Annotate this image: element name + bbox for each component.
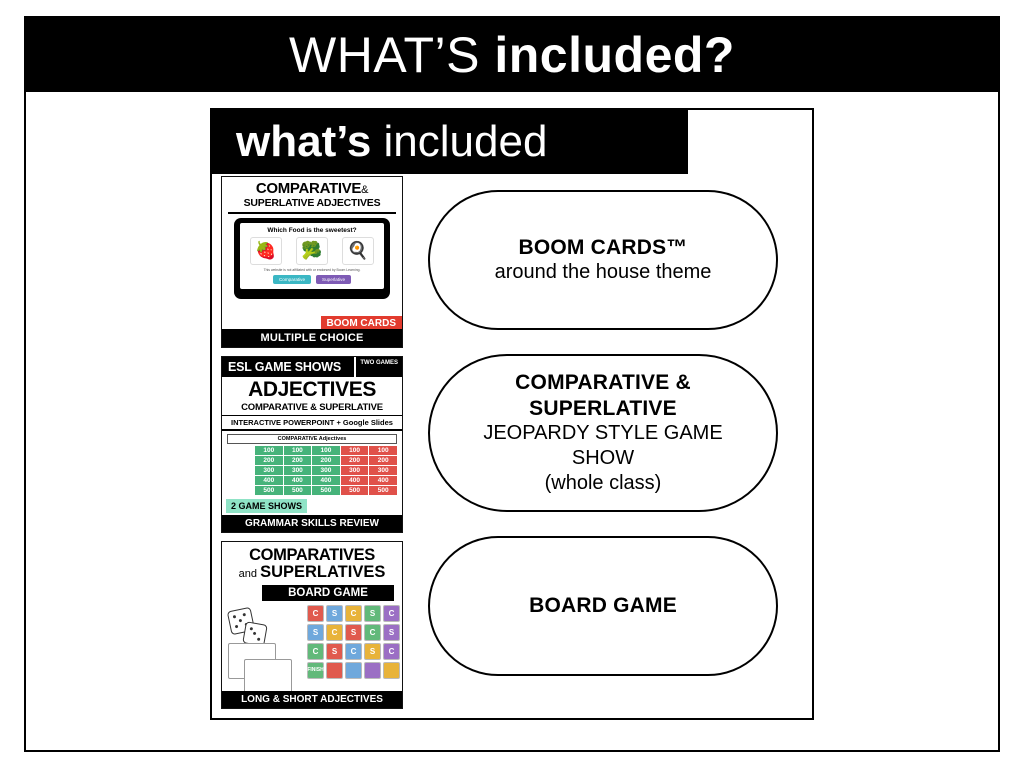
callout-game-title-2: SUPERLATIVE [529, 396, 677, 420]
jeopardy-cell: 200 [255, 456, 283, 465]
callout-column [428, 190, 778, 676]
boom-legal-text: This website is not affiliated with or endorsed by Boom Learning. [263, 267, 361, 272]
callout-board-title: BOARD GAME [529, 594, 677, 618]
thumb2-title: ADJECTIVES [248, 378, 376, 401]
thumbnail-column [221, 176, 403, 717]
thumb2-top-row [222, 357, 402, 377]
thumb1-title [222, 177, 402, 197]
egg-icon: 🍳 [342, 237, 374, 265]
thumb3-title-line2 [222, 564, 402, 581]
jeopardy-cell: 100 [341, 446, 369, 455]
two-game-shows-tag: 2 GAME SHOWS [226, 499, 307, 513]
thumb2-eyebrow: ESL GAME SHOWS [222, 357, 354, 377]
callout-boom-cards [428, 190, 778, 330]
thumb2-badge: TWO GAMES [356, 357, 402, 377]
jeopardy-board [222, 431, 402, 496]
board-square [326, 662, 343, 679]
board-square: C [326, 624, 343, 641]
board-square: S [326, 643, 343, 660]
board-square: S [364, 643, 381, 660]
board-square [383, 662, 400, 679]
jeopardy-cell: 200 [341, 456, 369, 465]
page-title-bold: included? [494, 27, 735, 83]
jeopardy-cell: 200 [369, 456, 397, 465]
jeopardy-cell: 200 [284, 456, 312, 465]
superlative-chip: Superlative [316, 275, 351, 284]
card-sub-banner [210, 110, 688, 174]
board-square: C [307, 605, 324, 622]
jeopardy-col-2 [284, 446, 312, 496]
jeopardy-cell: 100 [284, 446, 312, 455]
board-square [345, 662, 362, 679]
broccoli-icon: 🥦 [296, 237, 328, 265]
thumb3-tag: BOARD GAME [262, 585, 394, 601]
thumb1-subtitle: SUPERLATIVE ADJECTIVES [228, 197, 396, 214]
jeopardy-cell: 400 [369, 476, 397, 485]
thumbnail-game-show[interactable] [221, 356, 403, 533]
thumb2-footer: GRAMMAR SKILLS REVIEW [222, 515, 402, 532]
header-banner [24, 18, 1000, 92]
tablet-mockup [234, 218, 390, 299]
callout-game-show [428, 354, 778, 512]
board-game-art [222, 603, 402, 699]
jeopardy-cell: 400 [255, 476, 283, 485]
tablet-screen [240, 223, 384, 289]
thumb1-title-main: COMPARATIVE [255, 180, 362, 197]
boom-cards-tag: BOOM CARDS [321, 316, 402, 331]
board-square: S [383, 624, 400, 641]
jeopardy-cell: 100 [312, 446, 340, 455]
jeopardy-cell: 500 [284, 486, 312, 495]
board-square: C [345, 605, 362, 622]
jeopardy-col-1 [255, 446, 283, 496]
thumb2-subtitle: COMPARATIVE & SUPERLATIVE [241, 402, 383, 413]
jeopardy-cell: 100 [369, 446, 397, 455]
jeopardy-cell: 500 [369, 486, 397, 495]
jeopardy-cell: 500 [255, 486, 283, 495]
jeopardy-columns [255, 446, 397, 496]
callout-game-desc-1: JEOPARDY STYLE GAME SHOW [483, 421, 723, 469]
board-square: S [364, 605, 381, 622]
board-square: C [383, 643, 400, 660]
thumbnail-board-game[interactable] [221, 541, 403, 709]
thumb2-platform: INTERACTIVE POWERPOINT + Google Slides [222, 415, 402, 431]
jeopardy-col-3 [312, 446, 340, 496]
board-square: C [383, 605, 400, 622]
callout-boom-desc: around the house theme [494, 261, 712, 284]
jeopardy-col-5 [369, 446, 397, 496]
board-squares [307, 605, 400, 679]
jeopardy-cell: 400 [284, 476, 312, 485]
jeopardy-cell: 300 [312, 466, 340, 475]
board-square-finish: FINISH [307, 662, 324, 679]
callout-board-game [428, 536, 778, 676]
thumbnail-boom-cards[interactable] [221, 176, 403, 348]
board-square: S [307, 624, 324, 641]
board-square [364, 662, 381, 679]
card-subtitle-light: included [383, 117, 548, 166]
jeopardy-cell: 500 [341, 486, 369, 495]
jeopardy-cell: 300 [284, 466, 312, 475]
jeopardy-cell: 400 [341, 476, 369, 485]
thumb3-footer: LONG & SHORT ADJECTIVES [222, 691, 402, 708]
board-square: C [364, 624, 381, 641]
boom-answer-choices [243, 237, 381, 265]
strawberry-icon: 🍓 [250, 237, 282, 265]
jeopardy-cell: 300 [255, 466, 283, 475]
jeopardy-row-labels [227, 446, 253, 496]
task-card [244, 659, 292, 695]
jeopardy-cell: 300 [369, 466, 397, 475]
thumb3-title-and: and [238, 568, 261, 581]
thumb1-title-amp: & [361, 184, 369, 196]
jeopardy-cell: 200 [312, 456, 340, 465]
card-subtitle-bold: what’s [236, 117, 384, 166]
callout-game-title-1: COMPARATIVE & [515, 371, 691, 395]
page-title [289, 27, 735, 83]
jeopardy-cell: 100 [255, 446, 283, 455]
jeopardy-cell: 300 [341, 466, 369, 475]
page-title-light: WHAT’S [289, 27, 495, 83]
board-square: S [326, 605, 343, 622]
jeopardy-grid [227, 446, 397, 496]
comparative-chip: Comparative [273, 275, 311, 284]
card-subtitle [236, 117, 548, 166]
callout-game-desc-2: (whole class) [544, 471, 662, 494]
jeopardy-cell: 400 [312, 476, 340, 485]
thumb3-title-line1: COMPARATIVES [249, 546, 375, 564]
boom-buttons [243, 275, 381, 284]
jeopardy-cell: 500 [312, 486, 340, 495]
thumb3-title-sup: SUPERLATIVES [260, 563, 386, 582]
callout-boom-title: BOOM CARDS™ [518, 235, 688, 259]
thumb1-footer: MULTIPLE CHOICE [222, 329, 402, 347]
board-square: C [345, 643, 362, 660]
boom-question: Which Food is the sweetest? [267, 226, 357, 234]
jeopardy-col-4 [341, 446, 369, 496]
jeopardy-board-header: COMPARATIVE Adjectives [227, 434, 397, 444]
board-square: S [345, 624, 362, 641]
board-square: C [307, 643, 324, 660]
